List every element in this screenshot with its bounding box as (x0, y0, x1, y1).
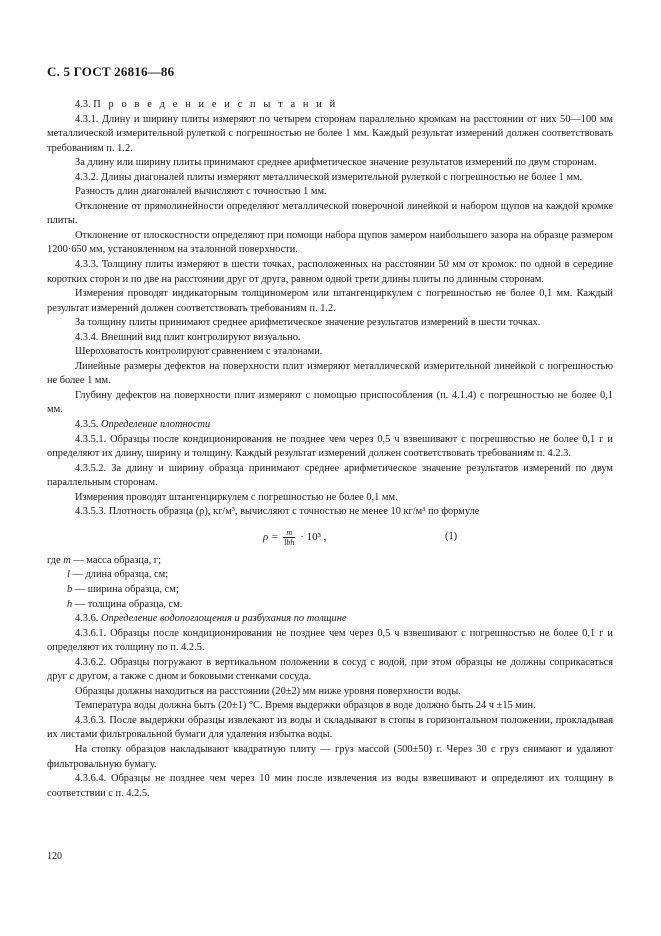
formula-numerator: m (283, 528, 295, 538)
paragraph: 4.3.4. Внешний вид плит контролируют визуально. (75, 331, 301, 343)
paragraph: Отклонение от прямолинейности определяют металлической поверочной линейкой и набором щупов на каждой кромке плиты. (47, 200, 613, 227)
definition-item: l — длина образца, см; (67, 569, 169, 581)
paragraph: За длину или ширину плиты принимают среднее арифметическое значение результатов измерений по двум сторонам. (75, 157, 597, 169)
paragraph: 4.3.3. Толщину плиты измеряют в шести точках, расположенных на расстоянии 50 мм от кромок: по одной в середине коротких сторон и по две на расстоянии друг от друга, равном одной трети длины плиты по длинным сторонам. (47, 259, 613, 285)
paragraph: Шероховатость контролируют сравнением с эталонами. (75, 346, 323, 358)
paragraph: 4.3.5.3. Плотность образца (ρ), кг/м³, вычисляют с точностью не менее 10 кг/м³ по формуле (75, 506, 480, 518)
paragraph: 4.3.6.3. После выдержки образцы извлекают из воды и складывают в стопы в горизонтальном положении, прокладывая их листами фильтровальной бумаги для удаления избытка воды. (47, 714, 613, 741)
page-number: 120 (47, 851, 62, 862)
where-label: где m — масса образца, г; (47, 554, 161, 566)
paragraph: Измерения проводят штангенциркулем с погрешностью не более 0,1 мм. (75, 491, 398, 503)
formula-rhs: · 10³ , (300, 530, 327, 543)
section-heading-4-3-6: 4.3.6. Определение водопоглощения и разбухания по толщине (75, 613, 347, 625)
paragraph: 4.3.5.2. За длину и ширину образца принимают среднее арифметическое значение результатов измерений по двум параллельным сторонам. (47, 462, 613, 489)
definition-item: b — ширина образца, см; (67, 583, 179, 595)
paragraph: На стопку образцов накладывают квадратную плиту — груз массой (500±50) г. Через 30 с груз снимают и удаляют фильтровальную бумагу. (47, 743, 613, 770)
paragraph: 4.3.6.4. Образцы не позднее чем через 10 мин после извлечения из воды взвешивают и определяют их толщину в соответствии с п. 4.2.5. (47, 773, 613, 799)
document-body (47, 98, 613, 801)
page-header: С. 5 ГОСТ 26816—86 (47, 64, 175, 79)
paragraph: 4.3.2. Длины диагоналей плиты измеряют металлической измерительной рулеткой с погрешностью не более 1 мм. (75, 171, 583, 183)
paragraph: Линейные размеры дефектов на поверхности плит измеряют металлической измерительной линейкой с погрешностью не более 1 мм. (47, 360, 613, 387)
paragraph: За толщину плиты принимают среднее арифметическое значение результатов измерений в шести точках. (75, 317, 541, 329)
variable-definitions (47, 568, 613, 612)
paragraph: Разность длин диагоналей вычисляют с точностью 1 мм. (75, 186, 327, 198)
paragraph: 4.3.5.1. Образцы после кондиционирования не позднее чем через 0,5 ч взвешивают с погрешностью не более 0,1 г и определяют их длину, ширину и толщину. Каждый результат измерений должен соответствовать требованиям п. 4.2.3. (47, 433, 613, 460)
paragraph: 4.3.1. Длину и ширину плиты измеряют по четырем сторонам параллельно кромкам на расстоянии от них 50—100 мм металлической измерительной рулеткой с погрешностью не более 1 мм. Каждый результат измерений должен соответствовать требованиям п. 1.2. (47, 113, 613, 154)
formula-fraction (283, 528, 295, 547)
paragraph: Измерения проводят индикаторным толщиномером или штангенциркулем с погрешностью не более 0,1 мм. Каждый результат измерений должен соответствовать требованиям п. 1.2. (47, 288, 613, 314)
section-heading-4-3: 4.3. П р о в е д е н и е и с п ы т а н и й (75, 99, 338, 110)
formula-lhs: ρ = (263, 530, 279, 543)
definition-item: h — толщина образца, см. (67, 598, 183, 610)
paragraph: Глубину дефектов на поверхности плит измеряют с помощью приспособления (п. 4.1.4) с погрешностью не более 0,1 мм. (47, 389, 613, 416)
section-heading-4-3-5: 4.3.5. Определение плотности (75, 419, 211, 431)
paragraph: 4.3.6.2. Образцы погружают в вертикальном положении в сосуд с водой, при этом образцы не должны соприкасаться друг с другом, а также с дном и боковыми стенками сосуда. (47, 656, 613, 683)
formula-number: (1) (445, 530, 458, 542)
formula-denominator: lbh (284, 537, 295, 547)
density-formula (47, 520, 613, 554)
paragraph: Образцы должны находиться на расстоянии (20±2) мм ниже уровня поверхности воды. (75, 685, 461, 697)
paragraph: Температура воды должна быть (20±1) °С. Время выдержки образцов в воде должно быть 24 ч ±15 мин. (75, 700, 536, 712)
paragraph: 4.3.6.1. Образцы после кондиционирования не позднее чем через 0,5 ч взвешивают с погрешностью не более 0,1 г и определяют их толщину по п. 4.2.5. (47, 627, 613, 654)
paragraph: Отклонение от плоскостности определяют при помощи набора щупов замером наибольшего зазора на образце размером 1200·650 мм, установленном на эталонной поверхности. (47, 229, 613, 256)
